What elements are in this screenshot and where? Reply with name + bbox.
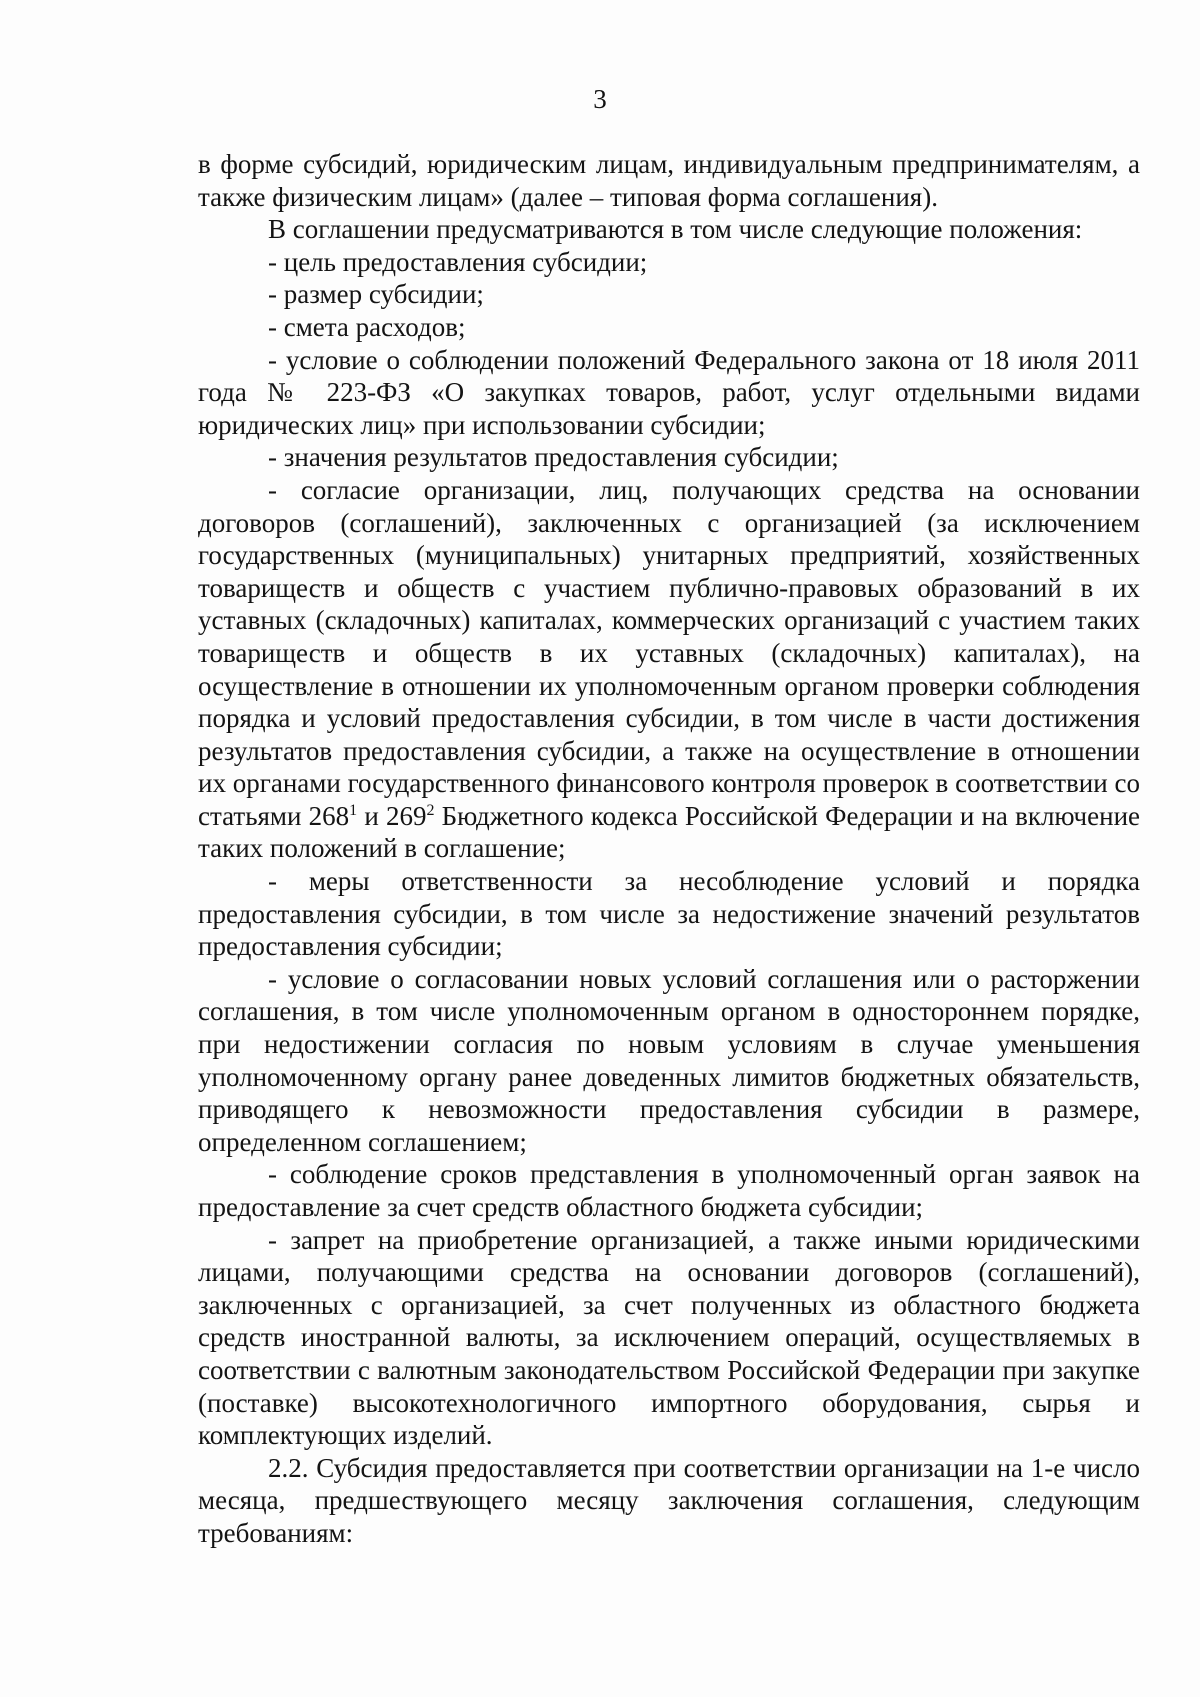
list-item-purpose: - цель предоставления субсидии; — [268, 246, 648, 277]
list-item-currency-ban: - запрет на приобретение организацией, а также иными юридическими лицами, получающими средства на основании договоров (соглашений), заключенных с организацией, за счет полученных из областного бюджета средств иностранной валюты, за исключением операций, осуществляемых в соответствии с валютным законодательством Российской Федерации при закупке (поставке) высокотехнологичного импортного оборудования, сырья и комплектующих изделий. — [198, 1224, 1140, 1451]
article-269-superscript: 2 — [426, 801, 435, 819]
article-268-superscript: 1 — [349, 801, 358, 819]
page-number: 3 — [593, 84, 607, 114]
list-item-new-conditions: - условие о согласовании новых условий соглашения или о расторжении соглашения, в том числе уполномоченным органом в одностороннем порядке, при недостижении согласия по новым условиям в случае уменьшения уполномоченному органу ранее доведенных лимитов бюджетных обязательств, приводящего к невозможности предоставления субсидии в размере, определенном соглашением; — [198, 963, 1140, 1157]
list-item-federal-law: - условие о соблюдении положений Федерального закона от 18 июля 2011 года № 223-ФЗ «О закупках товаров, работ, услуг отдельными видами юридических лиц» при использовании субсидии; — [198, 344, 1140, 440]
list-item-deadlines: - соблюдение сроков представления в уполномоченный орган заявок на предоставление за счет средств областного бюджета субсидии; — [198, 1159, 1140, 1222]
list-item-results: - значения результатов предоставления субсидии; — [268, 442, 839, 473]
list-item-estimate: - смета расходов; — [268, 311, 466, 342]
article-269: 269 — [385, 800, 427, 831]
paragraph-1: в форме субсидий, юридическим лицам, индивидуальным предпринимателям, а также физическим лицам» (далее – типовая форма соглашения). — [198, 149, 1140, 212]
list-item-liability: - меры ответственности за несоблюдение условий и порядка предоставления субсидии, в том числе за недостижение значений результатов предоставления субсидии; — [198, 866, 1140, 962]
consent-text: - согласие организации, лиц, получающих средства на основании договоров (соглашений), заключенных с организацией (за исключением государственных (муниципальных) унитарных предприятий, хозяйственных товариществ и обществ с участием публично-правовых образований в их уставных (складочных) капиталах, коммерческих организаций с участием таких товариществ и обществ в их уставных (складочных) капиталах), на осуществление в отношении их уполномоченным органом проверки соблюдения порядка и условий предоставления субсидии, в том числе в части достижения результатов предоставления субсидии, а также на осуществление в отношении их органами государственного финансового контроля проверок в соответствии со статьями — [198, 474, 1140, 831]
article-268: 268 — [308, 800, 350, 831]
citation-tail: Бюджетного кодекса Российской Федерации и на включение таких положений в соглашение; — [198, 800, 1141, 864]
clause-2-2: 2.2. Субсидия предоставляется при соответствии организации на 1-е число месяца, предшествующего месяцу заключения соглашения, следующим требованиям: — [198, 1452, 1140, 1548]
paragraph-2: В соглашении предусматриваются в том числе следующие положения: — [268, 214, 1083, 245]
list-item-consent — [198, 474, 1140, 865]
list-item-amount: - размер субсидии; — [268, 279, 484, 310]
document-body — [198, 148, 1140, 1550]
citation-joiner: и — [357, 800, 386, 831]
